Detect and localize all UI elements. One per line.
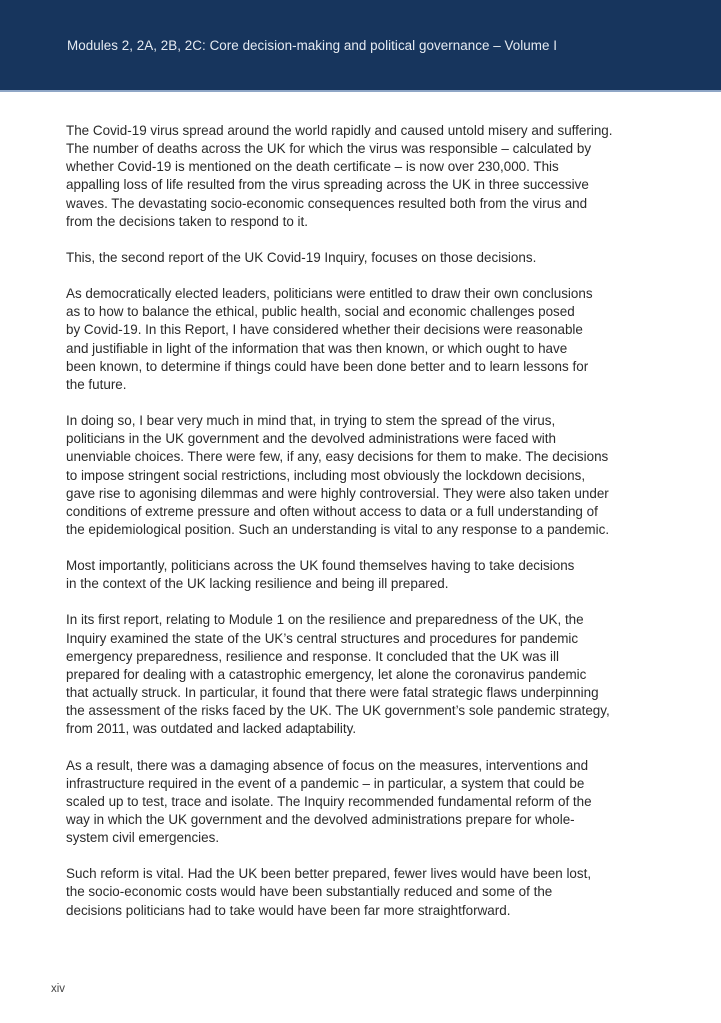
- text-line: The number of deaths across the UK for which the virus was responsible – calculated by: [66, 141, 592, 157]
- paragraph-8: [66, 865, 666, 919]
- document-title: Modules 2, 2A, 2B, 2C: Core decision-making and political governance – Volume I: [67, 38, 557, 53]
- text-line: infrastructure required in the event of a pandemic – in particular, a system that could be: [66, 775, 585, 791]
- text-line: This, the second report of the UK Covid-19 Inquiry, focuses on those decisions.: [66, 249, 537, 265]
- paragraph-2: [66, 249, 666, 267]
- text-line: emergency preparedness, resilience and response. It concluded that the UK was ill: [66, 648, 559, 664]
- paragraph-3: [66, 285, 666, 394]
- text-line: The Covid-19 virus spread around the world rapidly and caused untold misery and suffering.: [66, 123, 613, 138]
- text-line: Inquiry examined the state of the UK’s central structures and procedures for pandemic: [66, 630, 579, 646]
- text-line: unenviable choices. There were few, if any, easy decisions for them to make. The decisions: [66, 449, 609, 465]
- text-line: the socio-economic costs would have been substantially reduced and some of the: [66, 884, 553, 900]
- paragraph-5: [66, 557, 666, 593]
- text-line: In its first report, relating to Module 1 on the resilience and preparedness of the UK, the: [66, 612, 584, 628]
- paragraph-7: [66, 757, 666, 848]
- text-line: as to how to balance the ethical, public health, social and economic challenges posed: [66, 304, 575, 320]
- text-line: from the decisions taken to respond to it.: [66, 213, 309, 229]
- text-line: decisions politicians had to take would have been far more straightforward.: [66, 902, 511, 918]
- text-line: In doing so, I bear very much in mind that, in trying to stem the spread of the virus,: [66, 413, 556, 429]
- text-line: way in which the UK government and the devolved administrations prepare for whole-: [66, 812, 575, 827]
- text-line: gave rise to agonising dilemmas and were highly controversial. They were also taken under: [66, 485, 609, 501]
- text-line: system civil emergencies.: [66, 830, 220, 846]
- text-line: politicians in the UK government and the devolved administrations were faced with: [66, 431, 556, 447]
- text-line: Most importantly, politicians across the UK found themselves having to take decisions: [66, 558, 575, 574]
- text-line: conditions of extreme pressure and often without access to data or a full understanding of: [66, 503, 598, 519]
- paragraph-1: [66, 122, 666, 231]
- text-line: the assessment of the risks faced by the UK. The UK government’s sole pandemic strategy,: [66, 703, 610, 719]
- text-line: scaled up to test, trace and isolate. The Inquiry recommended fundamental reform of the: [66, 793, 592, 809]
- text-line: the future.: [66, 376, 127, 392]
- text-line: in the context of the UK lacking resilience and being ill prepared.: [66, 576, 449, 592]
- paragraph-6: [66, 611, 666, 738]
- text-line: and justifiable in light of the information that was then known, or which ought to have: [66, 340, 568, 356]
- text-line: that actually struck. In particular, it found that there were fatal strategic flaws underpinning: [66, 685, 599, 701]
- text-line: to impose stringent social restrictions, including most obviously the lockdown decisions,: [66, 467, 586, 483]
- page-header: [0, 0, 721, 92]
- text-line: prepared for dealing with a catastrophic emergency, let alone the coronavirus pandemic: [66, 666, 587, 682]
- text-line: appalling loss of life resulted from the virus spreading across the UK in three successive: [66, 177, 589, 193]
- text-line: from 2011, was outdated and lacked adaptability.: [66, 721, 357, 737]
- page-number: xiv: [51, 983, 66, 995]
- text-line: As a result, there was a damaging absence of focus on the measures, interventions and: [66, 757, 589, 773]
- text-line: whether Covid-19 is mentioned on the death certificate – is now over 230,000. This: [66, 159, 559, 175]
- body-text: [66, 122, 666, 938]
- text-line: by Covid-19. In this Report, I have considered whether their decisions were reasonable: [66, 322, 583, 338]
- paragraph-4: [66, 412, 666, 539]
- text-line: the epidemiological position. Such an understanding is vital to any response to a pandemic.: [66, 521, 610, 537]
- text-line: been known, to determine if things could have been done better and to learn lessons for: [66, 358, 589, 374]
- text-line: waves. The devastating socio-economic consequences resulted both from the virus and: [66, 195, 588, 211]
- text-line: Such reform is vital. Had the UK been better prepared, fewer lives would have been lost,: [66, 866, 592, 882]
- text-line: As democratically elected leaders, politicians were entitled to draw their own conclusions: [66, 286, 593, 302]
